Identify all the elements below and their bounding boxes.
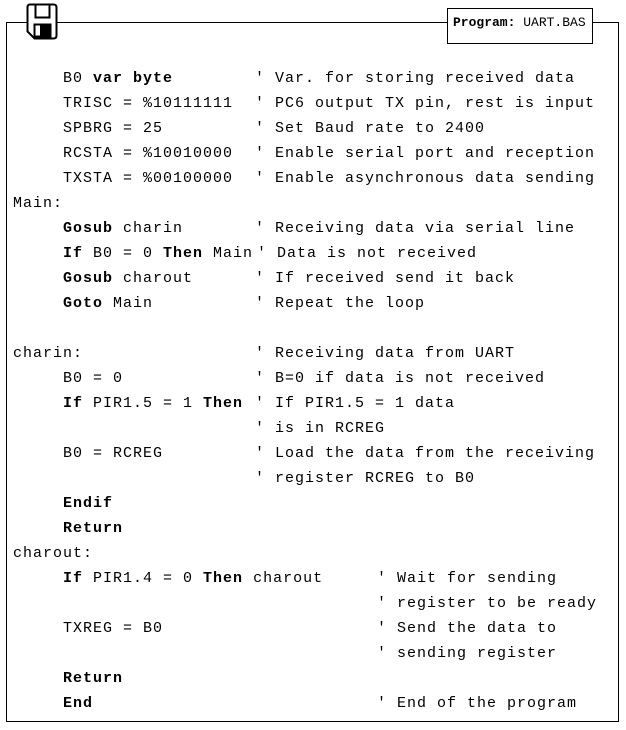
code-line [0, 618, 626, 643]
code-text: B0 = RCREG [63, 445, 164, 462]
code-line [0, 543, 626, 568]
comment-text: ' Data is not received [257, 245, 478, 262]
code-text: Gosub charin [63, 220, 184, 237]
program-filename: UART.BAS [515, 15, 586, 30]
code-line [0, 243, 626, 268]
comment-text: ' If PIR1.5 = 1 data [255, 395, 456, 412]
code-text: If PIR1.5 = 1 Then [63, 395, 244, 412]
code-text: End [63, 695, 94, 712]
code-text: RCSTA = %10010000 [63, 145, 234, 162]
code-line [0, 393, 626, 418]
comment-text: ' End of the program [377, 695, 578, 712]
code-text: SPBRG = 25 [63, 120, 164, 137]
code-line [0, 143, 626, 168]
comment-text: ' register RCREG to B0 [255, 470, 476, 487]
comment-text: ' PC6 output TX pin, rest is input [255, 95, 596, 112]
code-line [0, 468, 626, 493]
code-text: If B0 = 0 Then Main [63, 245, 254, 262]
code-line [0, 493, 626, 518]
code-text: Main: [13, 195, 64, 212]
code-text: TRISC = %10111111 [63, 95, 234, 112]
code-line [0, 68, 626, 93]
comment-text: ' Enable serial port and reception [255, 145, 596, 162]
code-text: Endif [63, 495, 114, 512]
code-line [0, 93, 626, 118]
code-line [0, 168, 626, 193]
code-line [0, 343, 626, 368]
code-line [0, 268, 626, 293]
comment-text: ' Enable asynchronous data sending [255, 170, 596, 187]
code-line [0, 518, 626, 543]
code-text: B0 = 0 [63, 370, 124, 387]
comment-text: ' If received send it back [255, 270, 516, 287]
comment-text: ' Send the data to [377, 620, 558, 637]
code-line [0, 218, 626, 243]
code-line [0, 368, 626, 393]
code-line [0, 193, 626, 218]
code-line [0, 293, 626, 318]
code-line [0, 668, 626, 693]
code-line [0, 568, 626, 593]
comment-text: ' Receiving data via serial line [255, 220, 576, 237]
comment-text: ' Repeat the loop [255, 295, 426, 312]
code-line [0, 693, 626, 718]
code-line [0, 593, 626, 618]
code-text: TXSTA = %00100000 [63, 170, 234, 187]
code-line [0, 418, 626, 443]
comment-text: ' is in RCREG [255, 420, 386, 437]
code-text: Gosub charout [63, 270, 194, 287]
code-line [0, 318, 626, 343]
program-label-prefix: Program: [453, 15, 516, 30]
code-line [0, 118, 626, 143]
code-text: If PIR1.4 = 0 Then charout [63, 570, 324, 587]
code-text: Return [63, 520, 124, 537]
code-text: TXREG = B0 [63, 620, 164, 637]
comment-text: ' register to be ready [377, 595, 598, 612]
comment-text: ' Load the data from the receiving [255, 445, 596, 462]
code-text: Goto Main [63, 295, 154, 312]
comment-text: ' B=0 if data is not received [255, 370, 546, 387]
comment-text: ' Set Baud rate to 2400 [255, 120, 486, 137]
comment-text: ' Receiving data from UART [255, 345, 516, 362]
code-line [0, 643, 626, 668]
comment-text: ' Wait for sending [377, 570, 558, 587]
code-text: B0 var byte [63, 70, 174, 87]
code-line [0, 443, 626, 468]
code-text: charin: [13, 345, 84, 362]
comment-text: ' Var. for storing received data [255, 70, 576, 87]
comment-text: ' sending register [377, 645, 558, 662]
code-text: charout: [13, 545, 94, 562]
code-text: Return [63, 670, 124, 687]
